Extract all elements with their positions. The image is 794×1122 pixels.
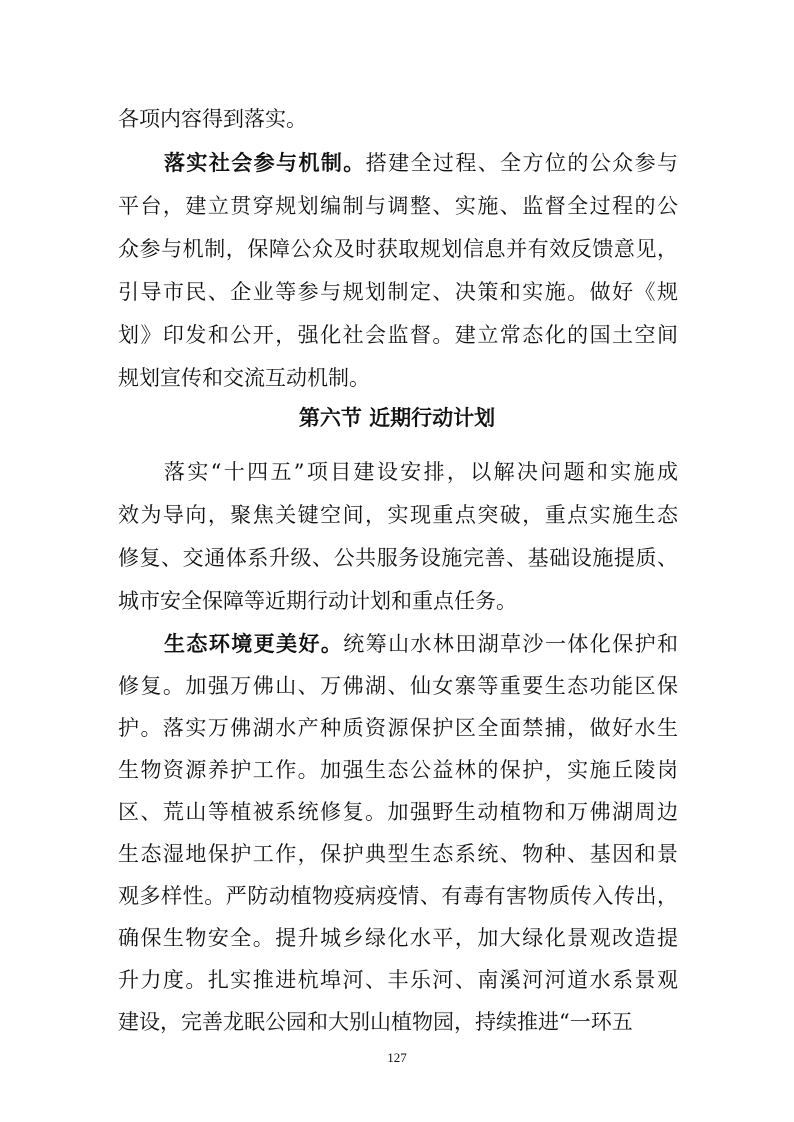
paragraph-line: 修复、交通体系升级、公共服务设施完善、基础设施提质、 bbox=[118, 546, 678, 570]
paragraph-line: 平台，建立贯穿规划编制与调整、实施、监督全过程的公 bbox=[118, 194, 678, 218]
paragraph-line: 划》印发和公开，强化社会监督。建立常态化的国土空间 bbox=[118, 323, 678, 347]
paragraph-line: 各项内容得到落实。 bbox=[118, 107, 307, 131]
paragraph-line bbox=[164, 143, 678, 183]
paragraph-line: 区、荒山等植被系统修复。加强野生动植物和万佛湖周边 bbox=[118, 800, 678, 824]
paragraph-line: 建设，完善龙眠公园和大别山植物园，持续推进“一环五 bbox=[118, 1010, 633, 1034]
paragraph-line: 规划宣传和交流互动机制。 bbox=[118, 366, 370, 390]
paragraph-text: 统筹山水林田湖草沙一体化保护和 bbox=[343, 632, 678, 656]
paragraph-text: 搭建全过程、全方位的公众参与 bbox=[365, 151, 678, 175]
paragraph-line: 护。落实万佛湖水产种质资源保护区全面禁捕，做好水生 bbox=[118, 716, 678, 740]
paragraph-line: 效为导向，聚焦关键空间，实现重点突破，重点实施生态 bbox=[118, 503, 678, 527]
paragraph-line: 引导市民、企业等参与规划制定、决策和实施。做好《规 bbox=[118, 280, 678, 304]
paragraph-line: 生态湿地保护工作，保护典型生态系统、物种、基因和景 bbox=[118, 842, 678, 866]
paragraph-line: 落实“十四五”项目建设安排，以解决问题和实施成 bbox=[164, 460, 678, 484]
paragraph-line: 确保生物安全。提升城乡绿化水平，加大绿化景观改造提 bbox=[118, 926, 678, 950]
paragraph-line: 众参与机制，保障公众及时获取规划信息并有效反馈意见， bbox=[118, 237, 678, 261]
paragraph-line: 升力度。扎实推进杭埠河、丰乐河、南溪河河道水系景观 bbox=[118, 968, 678, 992]
page-number: 127 bbox=[387, 1050, 407, 1065]
section-heading: 第六节 近期行动计划 bbox=[298, 406, 496, 430]
paragraph-lead: 落实社会参与机制。 bbox=[164, 150, 366, 175]
paragraph-line: 观多样性。严防动植物疫病疫情、有毒有害物质传入传出， bbox=[118, 884, 678, 908]
paragraph-line: 修复。加强万佛山、万佛湖、仙女寨等重要生态功能区保 bbox=[118, 674, 678, 698]
paragraph-line bbox=[164, 624, 678, 664]
paragraph-line: 城市安全保障等近期行动计划和重点任务。 bbox=[118, 589, 517, 613]
paragraph-line: 生物资源养护工作。加强生态公益林的保护，实施丘陵岗 bbox=[118, 758, 678, 782]
paragraph-lead: 生态环境更美好。 bbox=[164, 631, 344, 656]
